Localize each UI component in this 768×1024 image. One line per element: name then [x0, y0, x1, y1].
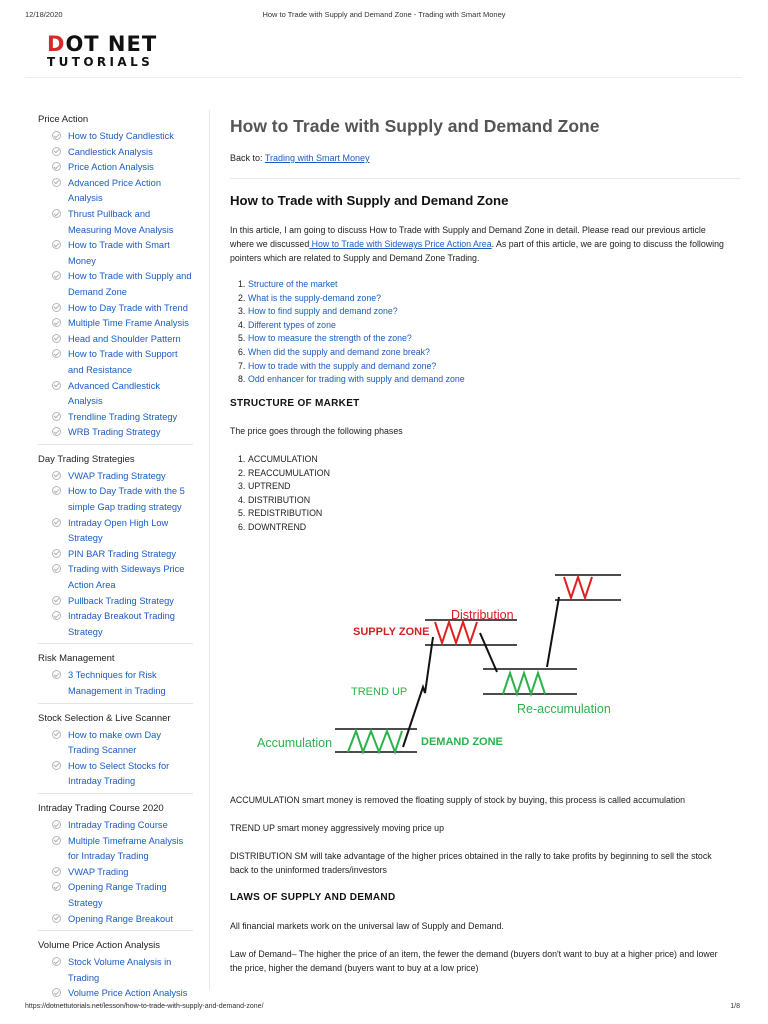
list-number: 2. — [238, 292, 246, 303]
laws-heading: LAWS OF SUPPLY AND DEMAND — [230, 892, 396, 903]
sidebar-item-label: PIN BAR Trading Strategy — [68, 548, 176, 559]
breadcrumb — [230, 153, 370, 163]
sidebar-item-label: Trendline Trading Strategy — [68, 411, 178, 422]
list-number: 6. — [238, 521, 246, 532]
sidebar-item[interactable] — [38, 880, 193, 911]
trend-up-label: TREND UP — [351, 686, 408, 698]
toc-link[interactable]: How to measure the strength of the zone? — [248, 333, 412, 344]
list-item[interactable] — [238, 292, 465, 306]
breadcrumb-link[interactable]: Trading with Smart Money — [264, 153, 370, 163]
check-circle-icon — [52, 147, 61, 156]
sidebar-section-title: Day Trading Strategies — [38, 453, 135, 465]
print-date: 12/18/2020 — [25, 10, 63, 19]
demand-zone-label: DEMAND ZONE — [421, 736, 503, 748]
check-circle-icon — [52, 486, 61, 495]
sidebar-item[interactable] — [38, 176, 193, 207]
check-circle-icon — [52, 761, 61, 770]
sidebar-item[interactable] — [38, 145, 193, 161]
sidebar-item-label: Intraday Open High Low Strategy — [68, 517, 169, 544]
list-number: 5. — [238, 508, 246, 519]
list-number: 6. — [238, 346, 246, 357]
sidebar-section — [38, 713, 193, 794]
reaccumulation-label: Re-accumulation — [517, 702, 611, 716]
market-structure-diagram — [255, 567, 625, 757]
sidebar-item-label: How to Select Stocks for Intraday Trading — [68, 760, 170, 787]
logo-tagline: TUTORIALS — [47, 55, 154, 69]
sidebar-item[interactable] — [38, 425, 193, 441]
check-circle-icon — [52, 730, 61, 739]
list-number: 1. — [238, 279, 246, 289]
sidebar-item-label: Volume Price Action Analysis — [68, 988, 188, 999]
sidebar-item[interactable] — [38, 379, 193, 410]
sidebar-section-title: Risk Management — [38, 653, 115, 665]
sidebar-item[interactable] — [38, 269, 193, 300]
sidebar-item[interactable] — [38, 865, 193, 881]
check-circle-icon — [52, 349, 61, 358]
sidebar-item-label: Stock Volume Analysis in Trading — [68, 957, 172, 983]
toc-link[interactable]: How to find supply and demand zone? — [248, 306, 398, 317]
toc-list — [238, 278, 465, 387]
sidebar-item-label: Opening Range Trading Strategy — [68, 882, 167, 908]
sidebar-item-label: Intraday Trading Course — [68, 819, 168, 830]
accumulation-label: Accumulation — [257, 736, 333, 750]
toc-link[interactable]: Odd enhancer for trading with supply and demand zone — [248, 374, 465, 385]
sidebar-item-label: VWAP Trading — [68, 866, 129, 877]
toc-link[interactable]: When did the supply and demand zone break? — [248, 346, 430, 357]
breadcrumb-prefix: Back to: — [230, 153, 263, 163]
sidebar-item[interactable] — [38, 160, 193, 176]
sidebar-item[interactable] — [38, 129, 193, 145]
sidebar-item[interactable] — [38, 316, 193, 332]
sidebar-item[interactable] — [38, 912, 193, 928]
sidebar-item-label: VWAP Trading Strategy — [68, 470, 166, 481]
list-number: 3. — [238, 306, 246, 317]
intro-paragraph: In this article, I am going to discuss How to Trade with Supply and Demand Zone in detail. Please read our previous article where we discussed How to Trade with Sideways Price Action Area. As part of this article, we are going to discuss the following pointers which are related to Supply and Demand Zone Trading. — [230, 225, 724, 264]
list-item[interactable] — [238, 360, 465, 374]
check-circle-icon — [52, 334, 61, 343]
check-circle-icon — [52, 820, 61, 829]
laws-paragraph: All financial markets work on the universal law of Supply and Demand. — [230, 921, 504, 931]
list-item — [238, 521, 330, 535]
sidebar-item-label: Thrust Pullback and Measuring Move Analysis — [68, 208, 174, 235]
article-heading: How to Trade with Supply and Demand Zone — [230, 193, 509, 208]
list-number: 8. — [238, 374, 246, 385]
sidebar-item[interactable] — [38, 516, 193, 547]
sidebar-item-label: Candlestick Analysis — [68, 146, 153, 157]
page-title: How to Trade with Supply and Demand Zone — [230, 116, 600, 136]
sidebar-item-label: Pullback Trading Strategy — [68, 595, 174, 606]
toc-link[interactable]: Structure of the market — [248, 279, 338, 289]
sidebar-item-label: How to Day Trade with Trend — [68, 302, 188, 313]
sidebar-item[interactable] — [38, 484, 193, 515]
header-divider — [25, 77, 742, 78]
list-number: 5. — [238, 333, 246, 344]
sidebar-item-label: Trading with Sideways Price Action Area — [68, 564, 185, 591]
sidebar-item-label: Advanced Candlestick Analysis — [68, 380, 160, 407]
sidebar-item[interactable] — [38, 759, 193, 790]
sidebar-item[interactable] — [38, 834, 193, 865]
accumulation-paragraph: ACCUMULATION smart money is removed the floating supply of stock by buying, this process is called accumulation — [230, 795, 686, 805]
sidebar-item[interactable] — [38, 955, 193, 986]
sidebar-item[interactable] — [38, 668, 193, 699]
list-number: 7. — [238, 360, 246, 371]
toc-link[interactable]: What is the supply-demand zone? — [248, 292, 382, 303]
sidebar-section — [38, 114, 193, 445]
check-circle-icon — [52, 611, 61, 620]
sidebar-item-label: WRB Trading Strategy — [68, 427, 161, 438]
sidebar-section-title: Volume Price Action Analysis — [38, 940, 160, 952]
sidebar-section-title: Stock Selection & Live Scanner — [38, 712, 171, 724]
sidebar-item[interactable] — [38, 728, 193, 759]
sidebar-section-title: Intraday Trading Course 2020 — [38, 802, 164, 814]
phase-label: REACCUMULATION — [248, 467, 330, 478]
sidebar-item[interactable] — [38, 986, 193, 1002]
check-circle-icon — [52, 412, 61, 421]
toc-link[interactable]: Different types of zone — [248, 319, 336, 330]
phase-label: UPTREND — [248, 481, 291, 492]
sidebar-section — [38, 803, 193, 931]
check-circle-icon — [52, 564, 61, 573]
trendup-paragraph: TREND UP smart money aggressively moving price up — [230, 823, 444, 833]
sidebar-item[interactable] — [38, 410, 193, 426]
check-circle-icon — [52, 549, 61, 558]
sidebar-item-label: Head and Shoulder Pattern — [68, 333, 181, 344]
distribution-paragraph: DISTRIBUTION SM will take advantage of the higher prices obtained in the rally to take profits by beginning to sell the stock back to the uninformed traders/investors — [230, 851, 712, 876]
sidebar-item-label: How to Trade with Smart Money — [68, 240, 170, 266]
sidebar-item-label: Advanced Price Action Analysis — [68, 177, 162, 204]
phases-intro: The price goes through the following phases — [230, 426, 403, 436]
list-number: 3. — [238, 481, 246, 492]
list-number: 4. — [238, 319, 246, 330]
check-circle-icon — [52, 957, 61, 966]
list-item[interactable] — [238, 305, 465, 319]
check-circle-icon — [52, 178, 61, 187]
supply-zone-label: SUPPLY ZONE — [353, 626, 430, 638]
list-item — [238, 507, 330, 521]
check-circle-icon — [52, 670, 61, 679]
check-circle-icon — [52, 596, 61, 605]
phase-label: DISTRIBUTION — [248, 494, 311, 505]
check-circle-icon — [52, 836, 61, 845]
list-item[interactable] — [238, 373, 465, 387]
structure-heading: STRUCTURE OF MARKET — [230, 398, 360, 409]
check-circle-icon — [52, 131, 61, 140]
sidebar-item[interactable] — [38, 818, 193, 834]
check-circle-icon — [52, 381, 61, 390]
sidebar-item-label: Multiple Timeframe Analysis for Intraday Trading — [68, 835, 184, 862]
sidebar-item-label: How to Trade with Support and Resistance — [68, 349, 178, 375]
site-logo[interactable] — [47, 32, 158, 69]
print-page-number: 1/8 — [730, 1003, 740, 1010]
sidebar-divider — [209, 110, 210, 990]
intro-link[interactable]: How to Trade with Sideways Price Action Area — [309, 239, 492, 250]
sidebar-item-label: How to Day Trade with the 5 simple Gap trading strategy — [68, 486, 185, 513]
check-circle-icon — [52, 303, 61, 312]
phase-label: REDISTRIBUTION — [248, 508, 323, 519]
check-circle-icon — [52, 271, 61, 280]
phase-label: ACCUMULATION — [248, 454, 318, 464]
sidebar-item-label: Price Action Analysis — [68, 162, 154, 173]
sidebar-item-label: How to Trade with Supply and Demand Zone — [68, 271, 192, 297]
check-circle-icon — [52, 318, 61, 327]
toc-link[interactable]: How to trade with the supply and demand zone? — [248, 360, 437, 371]
check-circle-icon — [52, 988, 61, 997]
sidebar-section — [38, 653, 193, 703]
law-demand-paragraph: Law of Demand– The higher the price of an item, the fewer the demand (buyers don't want to buy at a higher price) and lower the price, higher the demand (buyers want to buy at a low price) — [230, 949, 718, 974]
phase-label: DOWNTREND — [248, 521, 307, 532]
check-circle-icon — [52, 240, 61, 249]
check-circle-icon — [52, 518, 61, 527]
sidebar-item-label: Opening Range Breakout — [68, 913, 173, 924]
check-circle-icon — [52, 471, 61, 480]
sidebar-item-label: How to make own Day Trading Scanner — [68, 729, 162, 756]
list-item[interactable] — [238, 332, 465, 346]
sidebar-item[interactable] — [38, 547, 193, 563]
check-circle-icon — [52, 914, 61, 923]
check-circle-icon — [52, 882, 61, 891]
sidebar-section — [38, 454, 193, 645]
sidebar-item[interactable] — [38, 562, 193, 593]
sidebar-item[interactable] — [38, 301, 193, 317]
print-title: How to Trade with Supply and Demand Zone - Trading with Smart Money — [262, 10, 506, 19]
list-number: 2. — [238, 467, 246, 478]
sidebar-item-label: Multiple Time Frame Analysis — [68, 318, 189, 329]
check-circle-icon — [52, 209, 61, 218]
list-item[interactable] — [238, 319, 465, 333]
list-item[interactable] — [238, 278, 465, 292]
sidebar-section — [38, 940, 193, 1006]
list-number: 4. — [238, 494, 246, 505]
check-circle-icon — [52, 162, 61, 171]
check-circle-icon — [52, 867, 61, 876]
sidebar-item[interactable] — [38, 238, 193, 269]
print-url: https://dotnettutorials.net/lesson/how-to-trade-with-supply-and-demand-zone/ — [25, 1003, 264, 1010]
distribution-label: Distribution — [451, 608, 514, 622]
sidebar-item[interactable] — [38, 207, 193, 238]
list-number: 1. — [238, 454, 246, 464]
list-item — [238, 453, 330, 467]
check-circle-icon — [52, 427, 61, 436]
sidebar-item-label: Intraday Breakout Trading Strategy — [68, 611, 175, 637]
list-item[interactable] — [238, 346, 465, 360]
sidebar-item[interactable] — [38, 609, 193, 640]
sidebar-item[interactable] — [38, 332, 193, 348]
sidebar-item-label: How to Study Candlestick — [68, 131, 174, 141]
sidebar-item[interactable] — [38, 469, 193, 485]
logo-wordmark: DOT NET — [47, 32, 158, 56]
sidebar-section-title: Price Action — [38, 114, 89, 125]
sidebar-nav — [38, 114, 193, 1015]
phases-list — [238, 453, 330, 535]
list-item — [238, 480, 330, 494]
sidebar-item-label: 3 Techniques for Risk Management in Trading — [68, 670, 166, 696]
title-divider — [230, 178, 740, 179]
sidebar-item[interactable] — [38, 347, 193, 378]
sidebar-item[interactable] — [38, 594, 193, 610]
list-item — [238, 494, 330, 508]
list-item — [238, 467, 330, 481]
